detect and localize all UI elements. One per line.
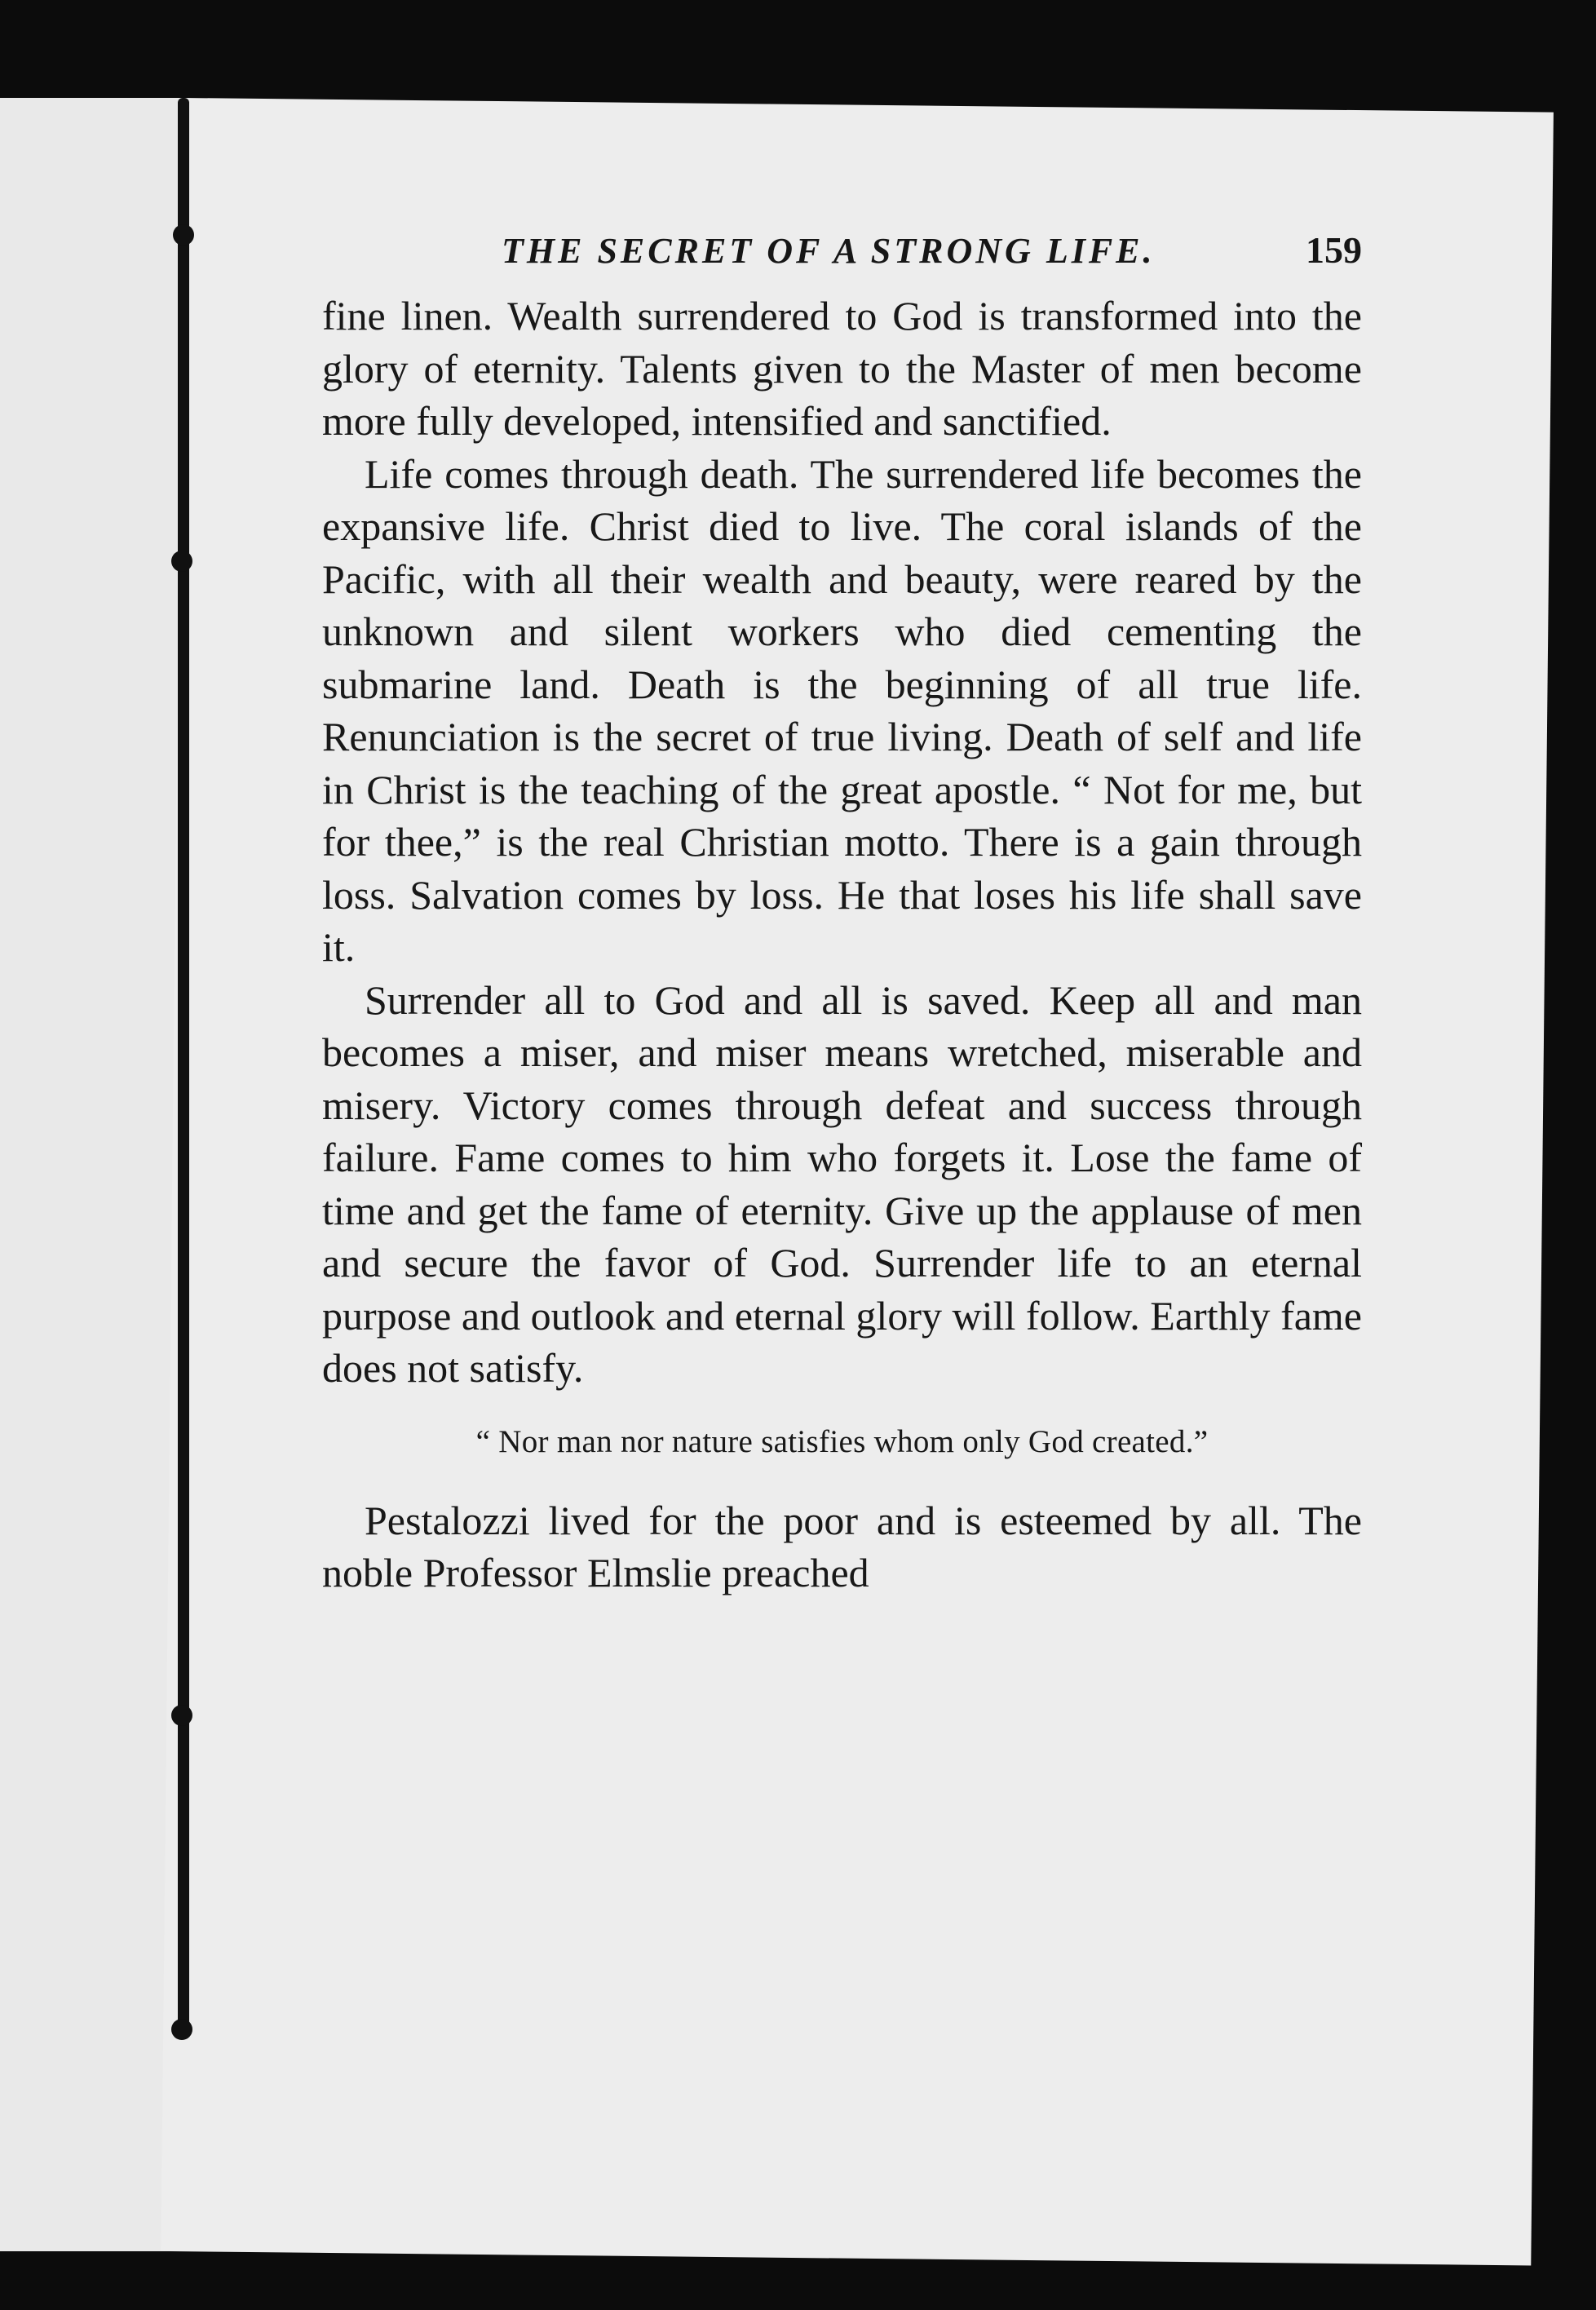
paragraph-4: Pestalozzi lived for the poor and is esteemed by all. The noble Professor Elmslie preached xyxy=(322,1497,1362,1595)
binding-knot-2 xyxy=(171,551,192,572)
binding-knot-1 xyxy=(173,224,194,246)
page-number: 159 xyxy=(1306,229,1362,271)
paragraph-1: fine linen. Wealth surrendered to God is transformed into the glory of eternity. Talents given to the Master of men become more fully developed, intensified and sanctified. xyxy=(322,293,1362,444)
body-text xyxy=(322,290,1362,1600)
binding-knot-3 xyxy=(171,1705,192,1726)
block-quote: “ Nor man nor nature satisfies whom only God created.” xyxy=(475,1423,1209,1459)
paragraph-2: Life comes through death. The surrendered life becomes the expansive life. Christ died to live. The coral islands of the Pacific, with all their wealth and beauty, were reared by the unknown and silent workers who died cementing the submarine land. Death is the beginning of all true life. Renunciation is the secret of true living. Death of self and life in Christ is the teaching of the great apostle. “ Not for me, but for thee,” is the real Christian motto. There is a gain through loss. Salvation comes by loss. He that loses his life shall save it. xyxy=(322,450,1362,970)
facing-page-edge xyxy=(0,98,183,2251)
binding-thread xyxy=(178,98,189,2039)
paragraph-3: Surrender all to God and all is saved. Keep all and man becomes a miser, and miser means wretched, miserable and misery. Victory comes through defeat and success through failure. Fame comes to him who forgets it. Lose the fame of time and get the fame of eternity. Give up the applause of men and secure the favor of God. Surrender life to an eternal purpose and outlook and eternal glory will follow. Earthly fame does not satisfy. xyxy=(322,976,1362,1391)
running-head: THE SECRET OF A STRONG LIFE. xyxy=(502,231,1156,271)
page-header xyxy=(322,228,1362,272)
binding-knot-4 xyxy=(171,2019,192,2040)
